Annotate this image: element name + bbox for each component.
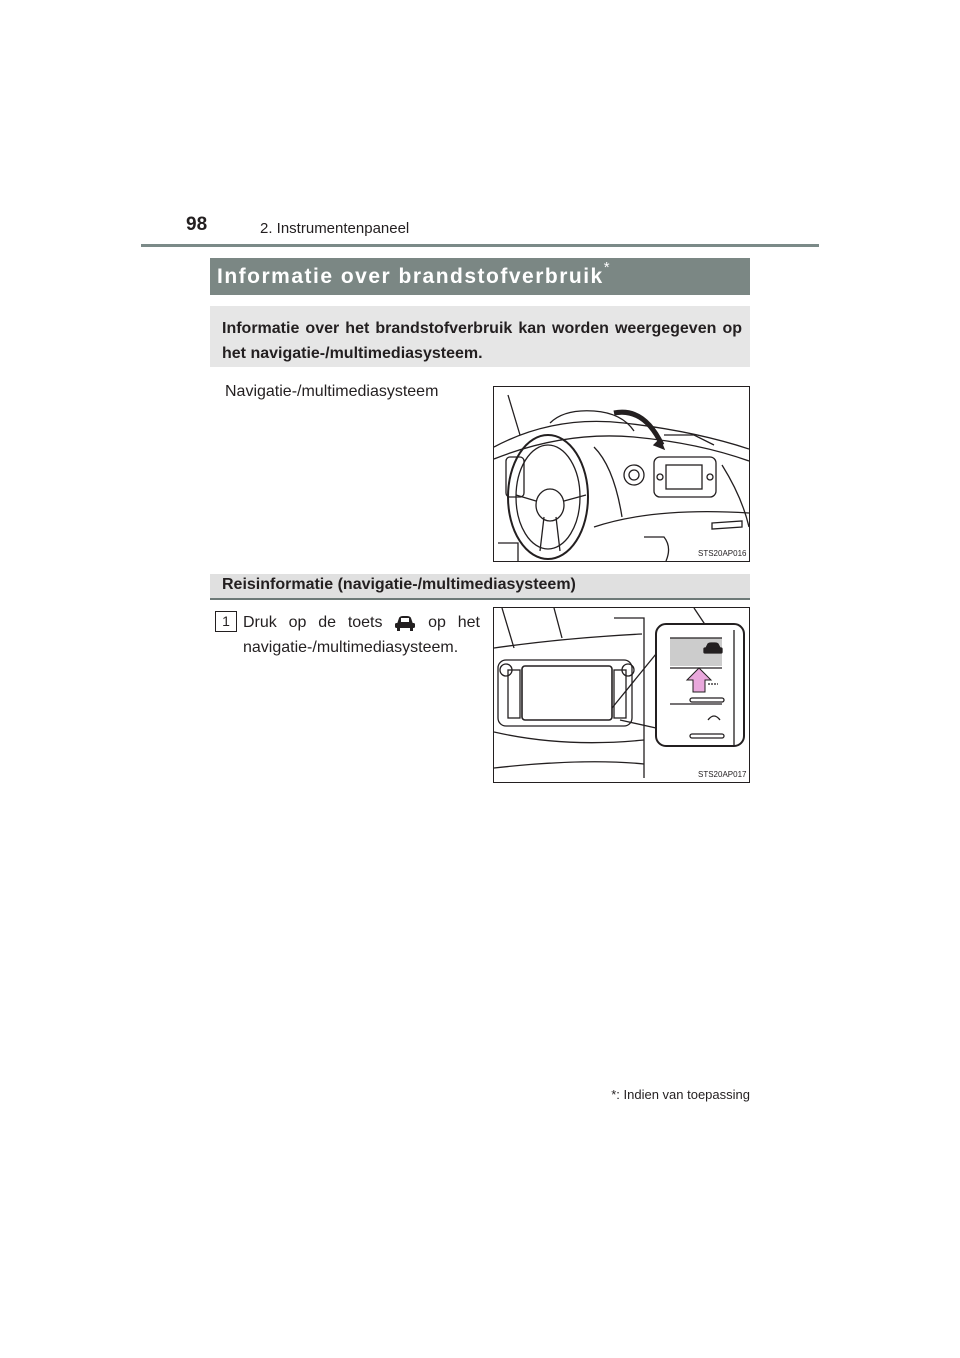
step-line-2: navigatie-/multimediasysteem. xyxy=(243,639,459,656)
subsection-title: Reisinformatie (navigatie-/multimediasysteem) xyxy=(222,576,576,593)
step-word: op xyxy=(288,614,307,631)
figure-code-1: STS20AP016 xyxy=(698,549,747,558)
step-line-1 xyxy=(243,610,480,635)
footnote-asterisk: * xyxy=(611,1087,617,1102)
footnote-text: : Indien van toepassing xyxy=(616,1087,750,1102)
title-asterisk: * xyxy=(603,259,610,276)
step-word: Druk xyxy=(243,614,277,631)
console-illustration xyxy=(493,607,750,783)
header-rule xyxy=(141,244,819,247)
car-icon xyxy=(394,615,416,631)
step-word: de xyxy=(318,614,336,631)
step-word: op xyxy=(428,614,446,631)
dashboard-illustration xyxy=(493,386,750,562)
section-title: 2. Instrumentenpaneel xyxy=(260,220,410,237)
footnote xyxy=(590,1087,750,1102)
step-word: toets xyxy=(347,614,383,631)
intro-text: Informatie over het brandstofverbruik kan worden weergegeven op het navigatie-/multimediasysteem. xyxy=(222,320,742,362)
step-text xyxy=(243,610,480,660)
page-title xyxy=(217,259,610,289)
step-number: 1 xyxy=(215,611,237,632)
nav-caption: Navigatie-/multimediasysteem xyxy=(225,383,439,400)
page-title-text: Informatie over brandstofverbruik xyxy=(217,265,604,288)
page-number: 98 xyxy=(186,214,208,235)
figure-code-2: STS20AP017 xyxy=(698,770,747,779)
step-word: het xyxy=(457,614,480,631)
